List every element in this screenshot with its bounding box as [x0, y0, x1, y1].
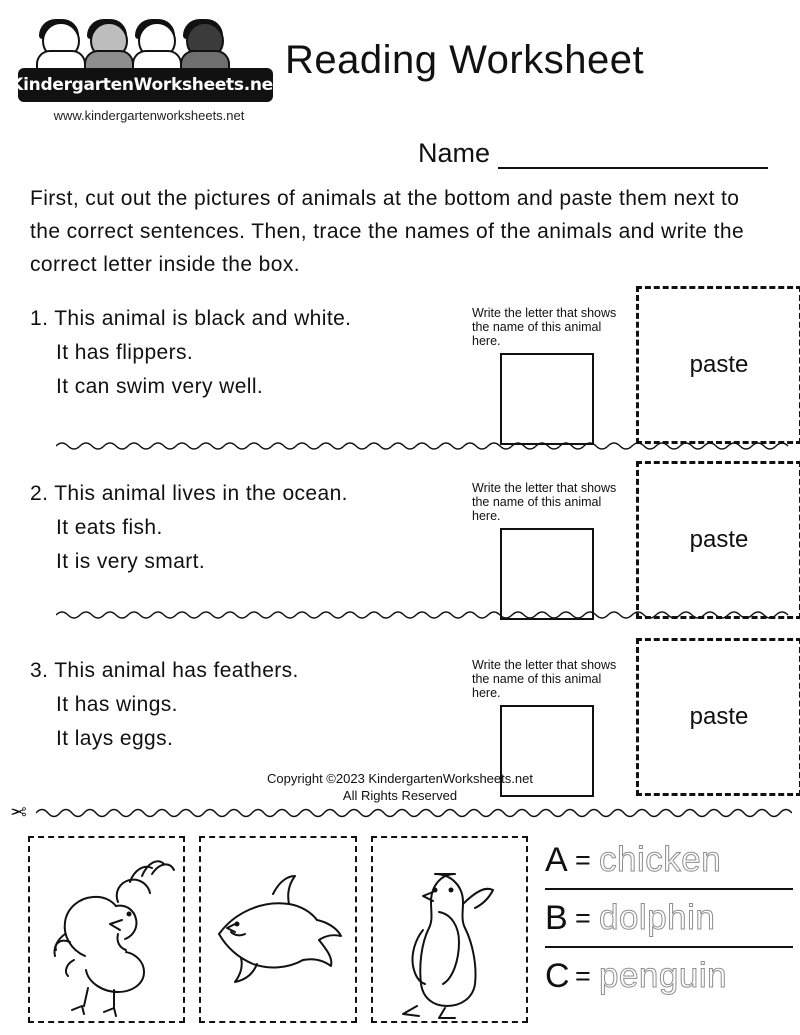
bottom-cut-line: [8, 800, 792, 824]
cut-line: [56, 609, 800, 621]
logo-banner: [10, 68, 281, 102]
question-row: [28, 467, 776, 622]
wave-divider-icon: [56, 609, 800, 621]
dolphin-illustration-icon: [201, 838, 356, 1021]
copyright-line-1: Copyright ©2023 KindergartenWorksheets.net: [267, 771, 533, 786]
letter-hint-text: Write the letter that shows the name of this animal here.: [472, 306, 617, 348]
question-text: [30, 654, 460, 756]
name-label: Name: [418, 138, 491, 168]
question-line-3: It can swim very well.: [56, 375, 264, 398]
scissors-icon: ✂: [10, 800, 27, 824]
copyright-block: [0, 770, 800, 804]
name-input-line[interactable]: [498, 145, 768, 169]
question-line-2: It has flippers.: [56, 341, 194, 364]
kid-figure: [82, 22, 134, 70]
question-line-2: It has wings.: [56, 693, 178, 716]
question-line-3: It is very smart.: [56, 550, 206, 573]
kid-figure: [130, 22, 182, 70]
answer-key-row[interactable]: [545, 832, 793, 890]
letter-answer-block: [472, 481, 622, 620]
letter-hint-text: Write the letter that shows the name of this animal here.: [472, 481, 617, 523]
answer-key-letter: B: [545, 898, 568, 937]
letter-hint-text: Write the letter that shows the name of this animal here.: [472, 658, 617, 700]
paste-box[interactable]: paste: [636, 286, 800, 444]
kid-figure: [34, 22, 86, 70]
paste-box[interactable]: paste: [636, 638, 800, 796]
question-line-3: It lays eggs.: [56, 727, 174, 750]
letter-answer-box[interactable]: [500, 353, 594, 445]
cutout-chicken[interactable]: [28, 836, 185, 1023]
letter-answer-box[interactable]: [500, 528, 594, 620]
name-field-row: [418, 138, 768, 169]
copyright-line-2: All Rights Reserved: [342, 788, 458, 803]
answer-key: [545, 832, 793, 1004]
logo-url: www.kindergartenworksheets.net: [53, 108, 245, 123]
cutout-penguin[interactable]: [371, 836, 528, 1023]
site-logo[interactable]: [10, 22, 281, 123]
penguin-illustration-icon: [373, 838, 528, 1021]
worksheet-header: [0, 0, 800, 168]
logo-text: KindergartenWorksheets.net: [10, 75, 281, 95]
answer-key-letter: A: [545, 840, 568, 879]
wave-divider-icon: [36, 806, 792, 820]
question-text: [30, 477, 460, 579]
kids-illustration-icon: [26, 22, 266, 70]
question-line-1: This animal is black and white.: [54, 307, 352, 330]
answer-key-equals: =: [575, 902, 591, 933]
question-text: [30, 302, 460, 404]
page-title: Reading Worksheet: [285, 38, 645, 82]
answer-key-word: dolphin: [599, 898, 716, 937]
chicken-illustration-icon: [30, 838, 185, 1021]
question-line-1: This animal has feathers.: [54, 659, 299, 682]
cutout-dolphin[interactable]: [199, 836, 356, 1023]
answer-key-row[interactable]: [545, 890, 793, 948]
letter-answer-block: [472, 306, 622, 445]
answer-key-letter: C: [545, 956, 570, 995]
wave-divider-icon: [56, 440, 800, 452]
answer-key-row[interactable]: [545, 948, 793, 1004]
question-line-1: This animal lives in the ocean.: [54, 482, 348, 505]
question-number: 1.: [30, 307, 49, 330]
instructions-text: First, cut out the pictures of animals at the bottom and paste them next to the correct sentences. Then, trace the names of the animals and write the correct letter inside the box.: [30, 187, 745, 276]
answer-key-equals: =: [575, 960, 591, 991]
question-number: 2.: [30, 482, 49, 505]
paste-box[interactable]: paste: [636, 461, 800, 619]
kid-figure: [178, 22, 230, 70]
cutout-pictures: [28, 836, 528, 1021]
question-number: 3.: [30, 659, 49, 682]
question-row: [28, 292, 776, 447]
answer-key-word: penguin: [599, 956, 728, 995]
answer-key-word: chicken: [599, 840, 722, 879]
questions-list: [28, 292, 776, 799]
answer-key-equals: =: [575, 844, 591, 875]
cut-line: [56, 440, 800, 452]
question-line-2: It eats fish.: [56, 516, 163, 539]
